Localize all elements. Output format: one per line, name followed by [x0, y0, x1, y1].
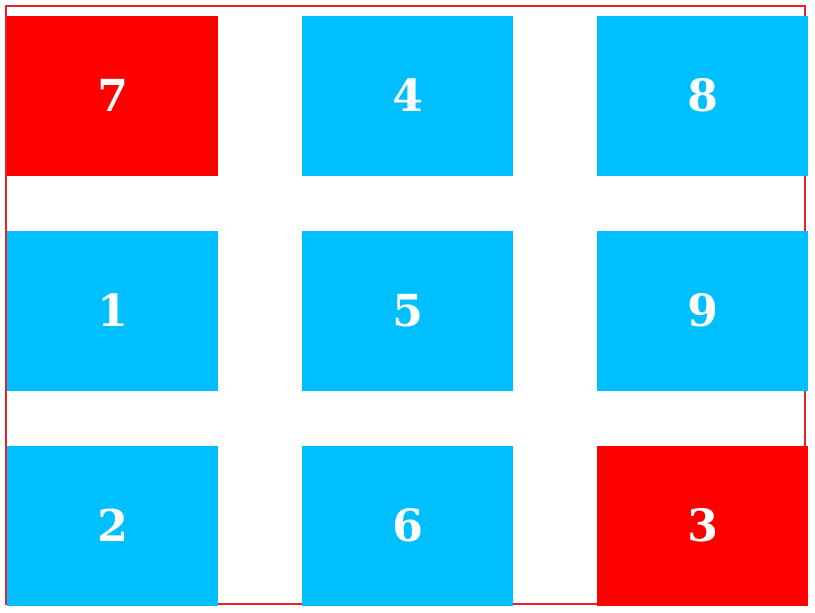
- tile-3[interactable]: 8: [597, 16, 808, 176]
- tile-4[interactable]: 1: [7, 231, 218, 391]
- tile-1[interactable]: 7: [7, 16, 218, 176]
- tile-5[interactable]: 5: [302, 231, 513, 391]
- game-board: [5, 5, 806, 605]
- tile-6[interactable]: 9: [597, 231, 808, 391]
- tile-8[interactable]: 6: [302, 446, 513, 606]
- tile-7[interactable]: 2: [7, 446, 218, 606]
- tile-2[interactable]: 4: [302, 16, 513, 176]
- tile-9[interactable]: 3: [597, 446, 808, 606]
